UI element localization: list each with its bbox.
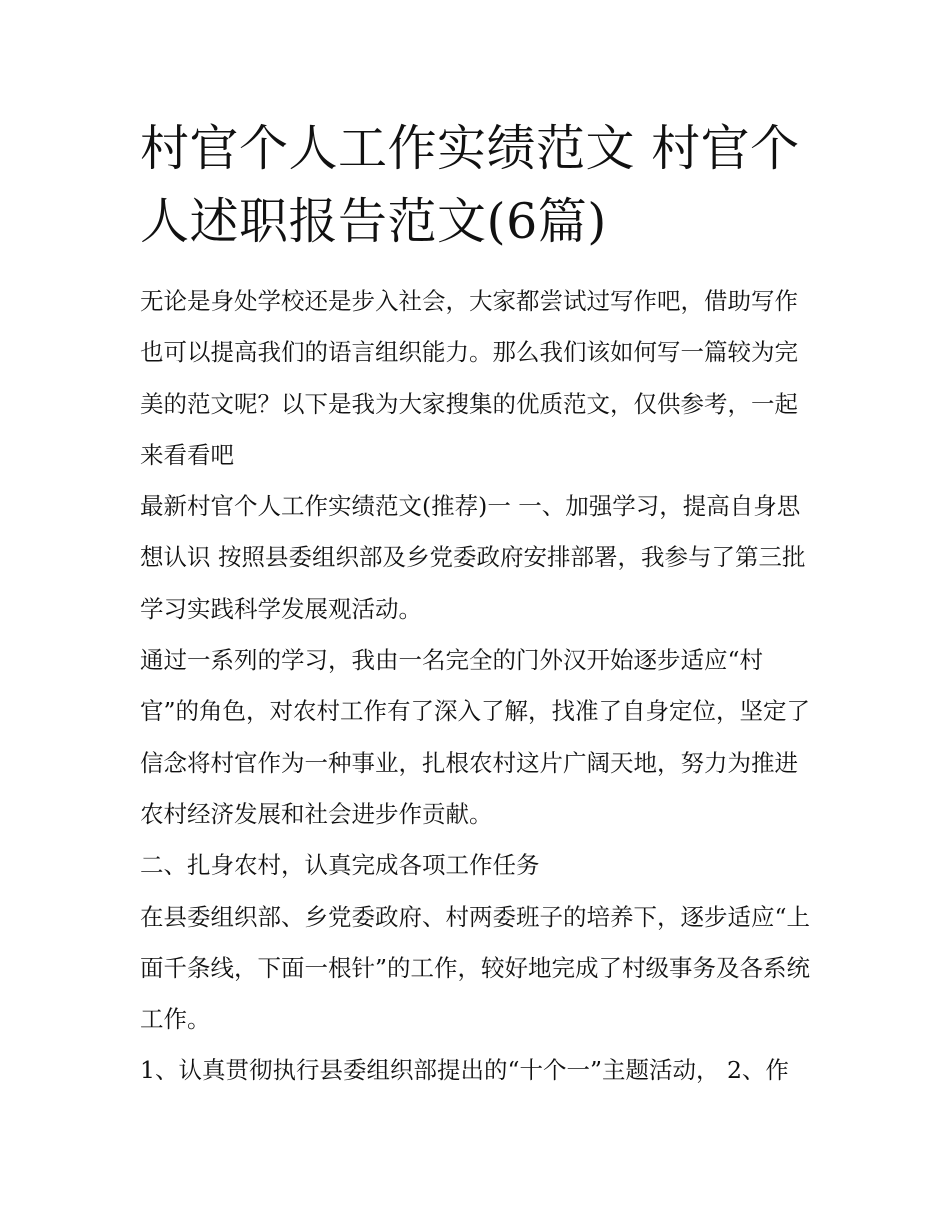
- paragraph-intro: 无论是身处学校还是步入社会，大家都尝试过写作吧，借助写作也可以提高我们的语言组织能力。那么我们该如何写一篇较为完美的范文呢？以下是我为大家搜集的优质范文，仅供参考，一起来看看吧: [140, 287, 798, 469]
- paragraph-training: 在县委组织部、乡党委政府、村两委班子的培养下，逐步适应“上面千条线，下面一根针”的工作，较好地完成了村级事务及各系统工作。: [140, 902, 811, 1034]
- paragraph-section-one: 最新村官个人工作实绩范文(推荐)一 一、加强学习，提高自身思想认识 按照县委组织部及乡党委政府安排部署，我参与了第三批学习实践科学发展观活动。: [140, 492, 806, 623]
- document-body: [140, 276, 815, 1097]
- paragraph-learning: 通过一系列的学习，我由一名完全的门外汉开始逐步适应“村官”的角色，对农村工作有了深入了解，找准了自身定位，坚定了信念将村官作为一种事业，扎根农村这片广阔天地，努力为推进农村经济发展和社会进步作贡献。: [140, 646, 811, 828]
- paragraph-heading-two: 二、扎身农村，认真完成各项工作任务: [140, 851, 540, 880]
- document-title: 村官个人工作实绩范文 村官个人述职报告范文(6篇): [140, 120, 800, 250]
- paragraph-item-one: 1、认真贯彻执行县委组织部提出的“十个一”主题活动， 2、作: [140, 1056, 789, 1085]
